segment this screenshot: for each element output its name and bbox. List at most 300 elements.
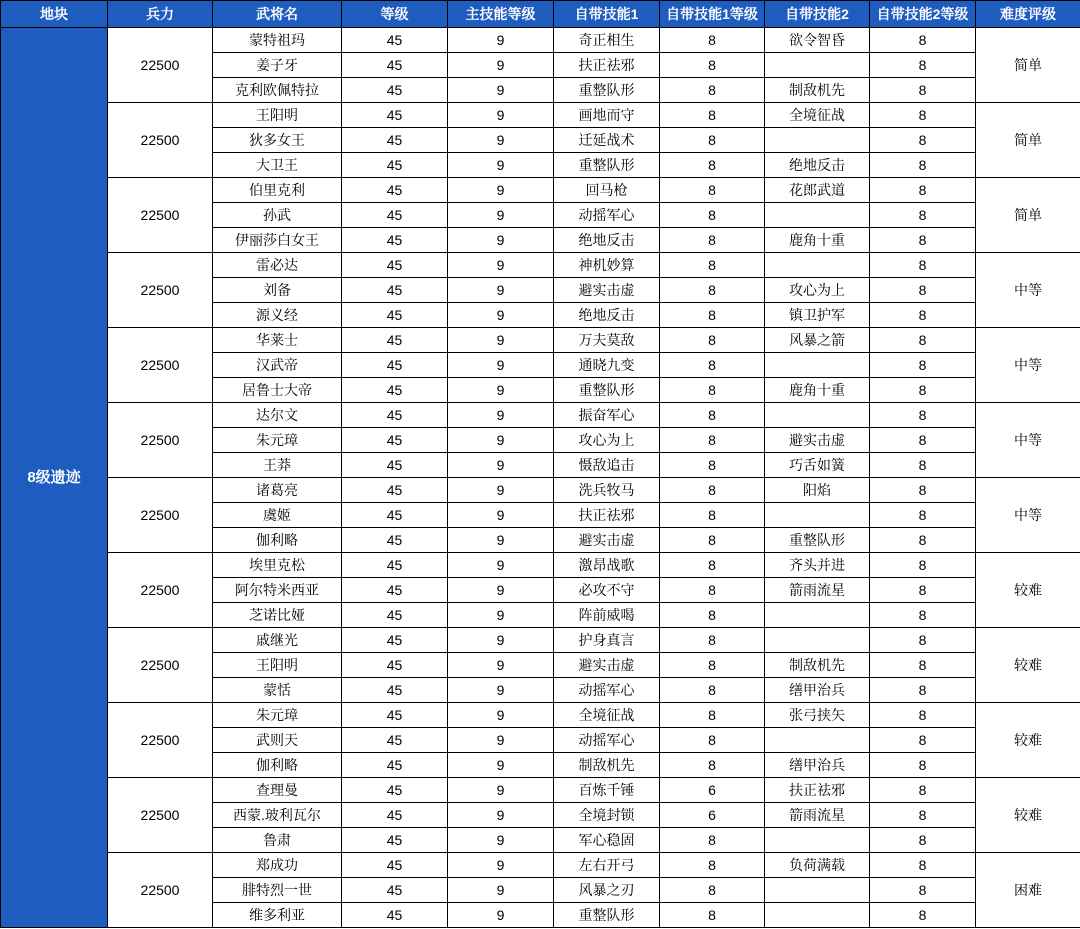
difficulty-cell: 简单 [976, 178, 1080, 253]
hero-name-cell: 伯里克利 [213, 178, 342, 203]
skill2-cell: 齐头并进 [765, 553, 870, 578]
skill2-cell: 箭雨流星 [765, 803, 870, 828]
skill1-cell: 迁延战术 [554, 128, 660, 153]
main-skill-level-cell: 9 [448, 603, 554, 628]
skill2-level-cell: 8 [870, 878, 976, 903]
skill1-level-cell: 8 [660, 878, 765, 903]
skill1-level-cell: 8 [660, 478, 765, 503]
level-cell: 45 [342, 878, 448, 903]
level-cell: 45 [342, 178, 448, 203]
hero-name-cell: 阿尔特米西亚 [213, 578, 342, 603]
skill2-level-cell: 8 [870, 628, 976, 653]
skill1-cell: 攻心为上 [554, 428, 660, 453]
difficulty-cell: 中等 [976, 478, 1080, 553]
skill2-level-cell: 8 [870, 703, 976, 728]
skill1-level-cell: 6 [660, 803, 765, 828]
skill2-level-cell: 8 [870, 553, 976, 578]
skill1-level-cell: 8 [660, 703, 765, 728]
hero-name-cell: 王阳明 [213, 103, 342, 128]
skill2-cell: 扶正祛邪 [765, 778, 870, 803]
skill1-cell: 慑敌追击 [554, 453, 660, 478]
skill2-level-cell: 8 [870, 653, 976, 678]
level-cell: 45 [342, 578, 448, 603]
hero-name-cell: 朱元璋 [213, 703, 342, 728]
header-skill2-level: 自带技能2等级 [870, 1, 976, 28]
troops-cell: 22500 [108, 403, 213, 478]
main-skill-level-cell: 9 [448, 303, 554, 328]
table-body [1, 28, 1080, 928]
skill2-cell: 重整队形 [765, 528, 870, 553]
header-main-skill-level: 主技能等级 [448, 1, 554, 28]
skill2-cell: 镇卫护军 [765, 303, 870, 328]
skill1-cell: 左右开弓 [554, 853, 660, 878]
skill2-cell: 鹿角十重 [765, 228, 870, 253]
troops-cell: 22500 [108, 778, 213, 853]
skill1-cell: 百炼千锤 [554, 778, 660, 803]
skill2-cell: 箭雨流星 [765, 578, 870, 603]
hero-name-cell: 诸葛亮 [213, 478, 342, 503]
skill2-cell: 攻心为上 [765, 278, 870, 303]
skill2-level-cell: 8 [870, 78, 976, 103]
difficulty-cell: 困难 [976, 853, 1080, 928]
hero-name-cell: 克利欧佩特拉 [213, 78, 342, 103]
skill1-level-cell: 8 [660, 578, 765, 603]
level-cell: 45 [342, 678, 448, 703]
skill1-level-cell: 6 [660, 778, 765, 803]
level-cell: 45 [342, 153, 448, 178]
skill2-cell: 缮甲治兵 [765, 678, 870, 703]
hero-name-cell: 王莽 [213, 453, 342, 478]
level-cell: 45 [342, 428, 448, 453]
skill2-cell: 花郎武道 [765, 178, 870, 203]
skill1-cell: 军心稳固 [554, 828, 660, 853]
skill2-level-cell: 8 [870, 753, 976, 778]
skill2-level-cell: 8 [870, 778, 976, 803]
main-skill-level-cell: 9 [448, 178, 554, 203]
skill1-level-cell: 8 [660, 428, 765, 453]
main-skill-level-cell: 9 [448, 53, 554, 78]
skill1-cell: 重整队形 [554, 153, 660, 178]
skill2-cell: 制敌机先 [765, 78, 870, 103]
main-skill-level-cell: 9 [448, 703, 554, 728]
skill1-level-cell: 8 [660, 828, 765, 853]
header-skill1-level: 自带技能1等级 [660, 1, 765, 28]
hero-name-cell: 刘备 [213, 278, 342, 303]
skill1-cell: 通晓九变 [554, 353, 660, 378]
hero-name-cell: 雷必达 [213, 253, 342, 278]
skill1-level-cell: 8 [660, 553, 765, 578]
main-skill-level-cell: 9 [448, 378, 554, 403]
main-skill-level-cell: 9 [448, 778, 554, 803]
table-row [1, 178, 1080, 203]
skill1-level-cell: 8 [660, 628, 765, 653]
header-row [1, 1, 1080, 28]
skill2-level-cell: 8 [870, 728, 976, 753]
skill2-level-cell: 8 [870, 353, 976, 378]
main-skill-level-cell: 9 [448, 453, 554, 478]
hero-name-cell: 西蒙.玻利瓦尔 [213, 803, 342, 828]
skill1-cell: 振奋军心 [554, 403, 660, 428]
skill1-cell: 绝地反击 [554, 228, 660, 253]
main-skill-level-cell: 9 [448, 828, 554, 853]
level-cell: 45 [342, 478, 448, 503]
skill1-level-cell: 8 [660, 853, 765, 878]
skill1-level-cell: 8 [660, 153, 765, 178]
skill2-cell: 欲令智昏 [765, 28, 870, 53]
skill2-cell [765, 128, 870, 153]
main-skill-level-cell: 9 [448, 328, 554, 353]
header-plot: 地块 [1, 1, 108, 28]
skill2-cell: 绝地反击 [765, 153, 870, 178]
hero-name-cell: 查理曼 [213, 778, 342, 803]
skill2-cell [765, 403, 870, 428]
main-skill-level-cell: 9 [448, 128, 554, 153]
main-skill-level-cell: 9 [448, 803, 554, 828]
skill1-cell: 护身真言 [554, 628, 660, 653]
main-skill-level-cell: 9 [448, 903, 554, 928]
main-skill-level-cell: 9 [448, 228, 554, 253]
hero-name-cell: 华莱士 [213, 328, 342, 353]
skill2-level-cell: 8 [870, 478, 976, 503]
skill1-level-cell: 8 [660, 303, 765, 328]
skill1-cell: 绝地反击 [554, 303, 660, 328]
header-difficulty: 难度评级 [976, 1, 1080, 28]
skill2-cell [765, 728, 870, 753]
hero-name-cell: 孙武 [213, 203, 342, 228]
skill2-level-cell: 8 [870, 903, 976, 928]
hero-name-cell: 腓特烈一世 [213, 878, 342, 903]
skill2-level-cell: 8 [870, 428, 976, 453]
main-skill-level-cell: 9 [448, 403, 554, 428]
table-row [1, 328, 1080, 353]
skill2-cell [765, 878, 870, 903]
skill1-cell: 重整队形 [554, 378, 660, 403]
table-row [1, 628, 1080, 653]
header-level: 等级 [342, 1, 448, 28]
level-cell: 45 [342, 228, 448, 253]
skill1-level-cell: 8 [660, 53, 765, 78]
hero-name-cell: 蒙恬 [213, 678, 342, 703]
troops-cell: 22500 [108, 178, 213, 253]
skill2-level-cell: 8 [870, 303, 976, 328]
level-cell: 45 [342, 253, 448, 278]
table-row [1, 253, 1080, 278]
skill2-level-cell: 8 [870, 578, 976, 603]
skill2-cell [765, 353, 870, 378]
hero-name-cell: 戚继光 [213, 628, 342, 653]
main-skill-level-cell: 9 [448, 253, 554, 278]
hero-name-cell: 姜子牙 [213, 53, 342, 78]
skill1-cell: 避实击虚 [554, 278, 660, 303]
skill1-level-cell: 8 [660, 403, 765, 428]
skill2-level-cell: 8 [870, 453, 976, 478]
skill1-level-cell: 8 [660, 178, 765, 203]
skill2-cell [765, 828, 870, 853]
skill2-cell: 巧舌如簧 [765, 453, 870, 478]
skill1-level-cell: 8 [660, 103, 765, 128]
skill2-level-cell: 8 [870, 28, 976, 53]
skill1-cell: 动摇军心 [554, 678, 660, 703]
level-cell: 45 [342, 703, 448, 728]
difficulty-cell: 简单 [976, 28, 1080, 103]
skill2-cell [765, 903, 870, 928]
main-skill-level-cell: 9 [448, 428, 554, 453]
level-cell: 45 [342, 528, 448, 553]
level-cell: 45 [342, 503, 448, 528]
main-skill-level-cell: 9 [448, 278, 554, 303]
troops-cell: 22500 [108, 703, 213, 778]
level-cell: 45 [342, 603, 448, 628]
skill1-cell: 神机妙算 [554, 253, 660, 278]
skill1-level-cell: 8 [660, 753, 765, 778]
skill1-level-cell: 8 [660, 253, 765, 278]
skill1-cell: 动摇军心 [554, 203, 660, 228]
skill1-level-cell: 8 [660, 228, 765, 253]
header-skill1: 自带技能1 [554, 1, 660, 28]
hero-name-cell: 朱元璋 [213, 428, 342, 453]
skill2-level-cell: 8 [870, 403, 976, 428]
skill2-level-cell: 8 [870, 153, 976, 178]
main-skill-level-cell: 9 [448, 478, 554, 503]
hero-name-cell: 蒙特祖玛 [213, 28, 342, 53]
hero-name-cell: 大卫王 [213, 153, 342, 178]
skill2-level-cell: 8 [870, 528, 976, 553]
troops-cell: 22500 [108, 328, 213, 403]
hero-name-cell: 伽利略 [213, 753, 342, 778]
skill2-cell [765, 253, 870, 278]
hero-name-cell: 汉武帝 [213, 353, 342, 378]
level-cell: 45 [342, 778, 448, 803]
main-skill-level-cell: 9 [448, 503, 554, 528]
level-cell: 45 [342, 403, 448, 428]
troops-cell: 22500 [108, 103, 213, 178]
level-cell: 45 [342, 903, 448, 928]
skill1-level-cell: 8 [660, 278, 765, 303]
level-cell: 45 [342, 78, 448, 103]
hero-name-cell: 埃里克松 [213, 553, 342, 578]
skill1-level-cell: 8 [660, 203, 765, 228]
level-cell: 45 [342, 753, 448, 778]
skill2-level-cell: 8 [870, 678, 976, 703]
difficulty-cell: 中等 [976, 328, 1080, 403]
level-cell: 45 [342, 728, 448, 753]
skill1-cell: 避实击虚 [554, 653, 660, 678]
plot-cell: 8级遗迹 [1, 28, 108, 928]
skill2-cell: 避实击虚 [765, 428, 870, 453]
level-cell: 45 [342, 328, 448, 353]
table-row [1, 403, 1080, 428]
hero-name-cell: 伽利略 [213, 528, 342, 553]
skill2-level-cell: 8 [870, 53, 976, 78]
skill2-level-cell: 8 [870, 178, 976, 203]
main-skill-level-cell: 9 [448, 753, 554, 778]
level-cell: 45 [342, 53, 448, 78]
level-cell: 45 [342, 28, 448, 53]
level-cell: 45 [342, 453, 448, 478]
level-cell: 45 [342, 203, 448, 228]
skill1-level-cell: 8 [660, 378, 765, 403]
main-skill-level-cell: 9 [448, 203, 554, 228]
skill1-level-cell: 8 [660, 78, 765, 103]
skill2-level-cell: 8 [870, 228, 976, 253]
skill1-cell: 避实击虚 [554, 528, 660, 553]
skill1-cell: 奇正相生 [554, 28, 660, 53]
hero-name-cell: 源义经 [213, 303, 342, 328]
skill2-cell: 全境征战 [765, 103, 870, 128]
skill1-cell: 全境封锁 [554, 803, 660, 828]
header-hero-name: 武将名 [213, 1, 342, 28]
skill2-level-cell: 8 [870, 278, 976, 303]
difficulty-cell: 较难 [976, 703, 1080, 778]
troops-cell: 22500 [108, 28, 213, 103]
main-skill-level-cell: 9 [448, 678, 554, 703]
skill1-level-cell: 8 [660, 678, 765, 703]
skill2-cell: 阳焰 [765, 478, 870, 503]
skill2-cell: 缮甲治兵 [765, 753, 870, 778]
level-cell: 45 [342, 653, 448, 678]
skill2-cell [765, 603, 870, 628]
hero-name-cell: 武则天 [213, 728, 342, 753]
main-skill-level-cell: 9 [448, 653, 554, 678]
skill2-level-cell: 8 [870, 853, 976, 878]
level-cell: 45 [342, 128, 448, 153]
level-cell: 45 [342, 278, 448, 303]
skill1-cell: 必攻不守 [554, 578, 660, 603]
troops-cell: 22500 [108, 553, 213, 628]
hero-name-cell: 居鲁士大帝 [213, 378, 342, 403]
level-cell: 45 [342, 853, 448, 878]
header-skill2: 自带技能2 [765, 1, 870, 28]
skill1-cell: 重整队形 [554, 78, 660, 103]
skill2-level-cell: 8 [870, 203, 976, 228]
skill1-level-cell: 8 [660, 453, 765, 478]
hero-name-cell: 虞姬 [213, 503, 342, 528]
difficulty-cell: 中等 [976, 253, 1080, 328]
table-row [1, 103, 1080, 128]
skill1-level-cell: 8 [660, 528, 765, 553]
skill2-level-cell: 8 [870, 503, 976, 528]
main-skill-level-cell: 9 [448, 103, 554, 128]
skill2-level-cell: 8 [870, 128, 976, 153]
hero-name-cell: 狄多女王 [213, 128, 342, 153]
hero-name-cell: 达尔文 [213, 403, 342, 428]
skill2-cell [765, 203, 870, 228]
level-cell: 45 [342, 353, 448, 378]
skill1-cell: 阵前威喝 [554, 603, 660, 628]
level-cell: 45 [342, 303, 448, 328]
skill1-cell: 扶正祛邪 [554, 53, 660, 78]
skill2-cell: 负荷满载 [765, 853, 870, 878]
troops-cell: 22500 [108, 253, 213, 328]
skill2-cell: 风暴之箭 [765, 328, 870, 353]
troops-cell: 22500 [108, 478, 213, 553]
table-row [1, 703, 1080, 728]
main-skill-level-cell: 9 [448, 528, 554, 553]
skill2-level-cell: 8 [870, 328, 976, 353]
skill1-level-cell: 8 [660, 328, 765, 353]
hero-name-cell: 王阳明 [213, 653, 342, 678]
skill1-level-cell: 8 [660, 728, 765, 753]
table-row [1, 553, 1080, 578]
skill1-cell: 画地而守 [554, 103, 660, 128]
level-cell: 45 [342, 628, 448, 653]
skill1-cell: 制敌机先 [554, 753, 660, 778]
skill1-cell: 重整队形 [554, 903, 660, 928]
level-cell: 45 [342, 378, 448, 403]
main-skill-level-cell: 9 [448, 153, 554, 178]
skill1-cell: 万夫莫敌 [554, 328, 660, 353]
skill1-cell: 激昂战歌 [554, 553, 660, 578]
difficulty-cell: 简单 [976, 103, 1080, 178]
skill2-level-cell: 8 [870, 828, 976, 853]
difficulty-cell: 中等 [976, 403, 1080, 478]
skill2-level-cell: 8 [870, 253, 976, 278]
skill1-level-cell: 8 [660, 653, 765, 678]
hero-name-cell: 鲁肃 [213, 828, 342, 853]
skill1-level-cell: 8 [660, 128, 765, 153]
difficulty-cell: 较难 [976, 553, 1080, 628]
skill1-level-cell: 8 [660, 28, 765, 53]
main-skill-level-cell: 9 [448, 353, 554, 378]
difficulty-cell: 较难 [976, 778, 1080, 853]
skill2-cell [765, 503, 870, 528]
table-row [1, 478, 1080, 503]
level-cell: 45 [342, 828, 448, 853]
main-skill-level-cell: 9 [448, 28, 554, 53]
main-skill-level-cell: 9 [448, 853, 554, 878]
skill2-level-cell: 8 [870, 803, 976, 828]
table-row [1, 28, 1080, 53]
skill1-level-cell: 8 [660, 503, 765, 528]
header-troops: 兵力 [108, 1, 213, 28]
hero-name-cell: 郑成功 [213, 853, 342, 878]
level-cell: 45 [342, 553, 448, 578]
skill2-cell [765, 628, 870, 653]
skill1-cell: 风暴之刃 [554, 878, 660, 903]
hero-name-cell: 伊丽莎白女王 [213, 228, 342, 253]
skill2-cell: 鹿角十重 [765, 378, 870, 403]
difficulty-cell: 较难 [976, 628, 1080, 703]
main-skill-level-cell: 9 [448, 628, 554, 653]
table-row [1, 778, 1080, 803]
main-skill-level-cell: 9 [448, 578, 554, 603]
table-row [1, 853, 1080, 878]
skill1-level-cell: 8 [660, 353, 765, 378]
hero-name-cell: 维多利亚 [213, 903, 342, 928]
skill1-cell: 全境征战 [554, 703, 660, 728]
skill1-level-cell: 8 [660, 603, 765, 628]
skill1-cell: 扶正祛邪 [554, 503, 660, 528]
main-skill-level-cell: 9 [448, 728, 554, 753]
skill1-cell: 动摇军心 [554, 728, 660, 753]
skill1-level-cell: 8 [660, 903, 765, 928]
skill2-cell: 张弓挟矢 [765, 703, 870, 728]
skill1-cell: 洗兵牧马 [554, 478, 660, 503]
main-skill-level-cell: 9 [448, 553, 554, 578]
main-skill-level-cell: 9 [448, 878, 554, 903]
skill2-level-cell: 8 [870, 103, 976, 128]
skill2-level-cell: 8 [870, 603, 976, 628]
main-skill-level-cell: 9 [448, 78, 554, 103]
level-cell: 45 [342, 803, 448, 828]
level-cell: 45 [342, 103, 448, 128]
troops-cell: 22500 [108, 853, 213, 928]
skill2-cell: 制敌机先 [765, 653, 870, 678]
hero-name-cell: 芝诺比娅 [213, 603, 342, 628]
troops-cell: 22500 [108, 628, 213, 703]
skill2-level-cell: 8 [870, 378, 976, 403]
skill2-cell [765, 53, 870, 78]
